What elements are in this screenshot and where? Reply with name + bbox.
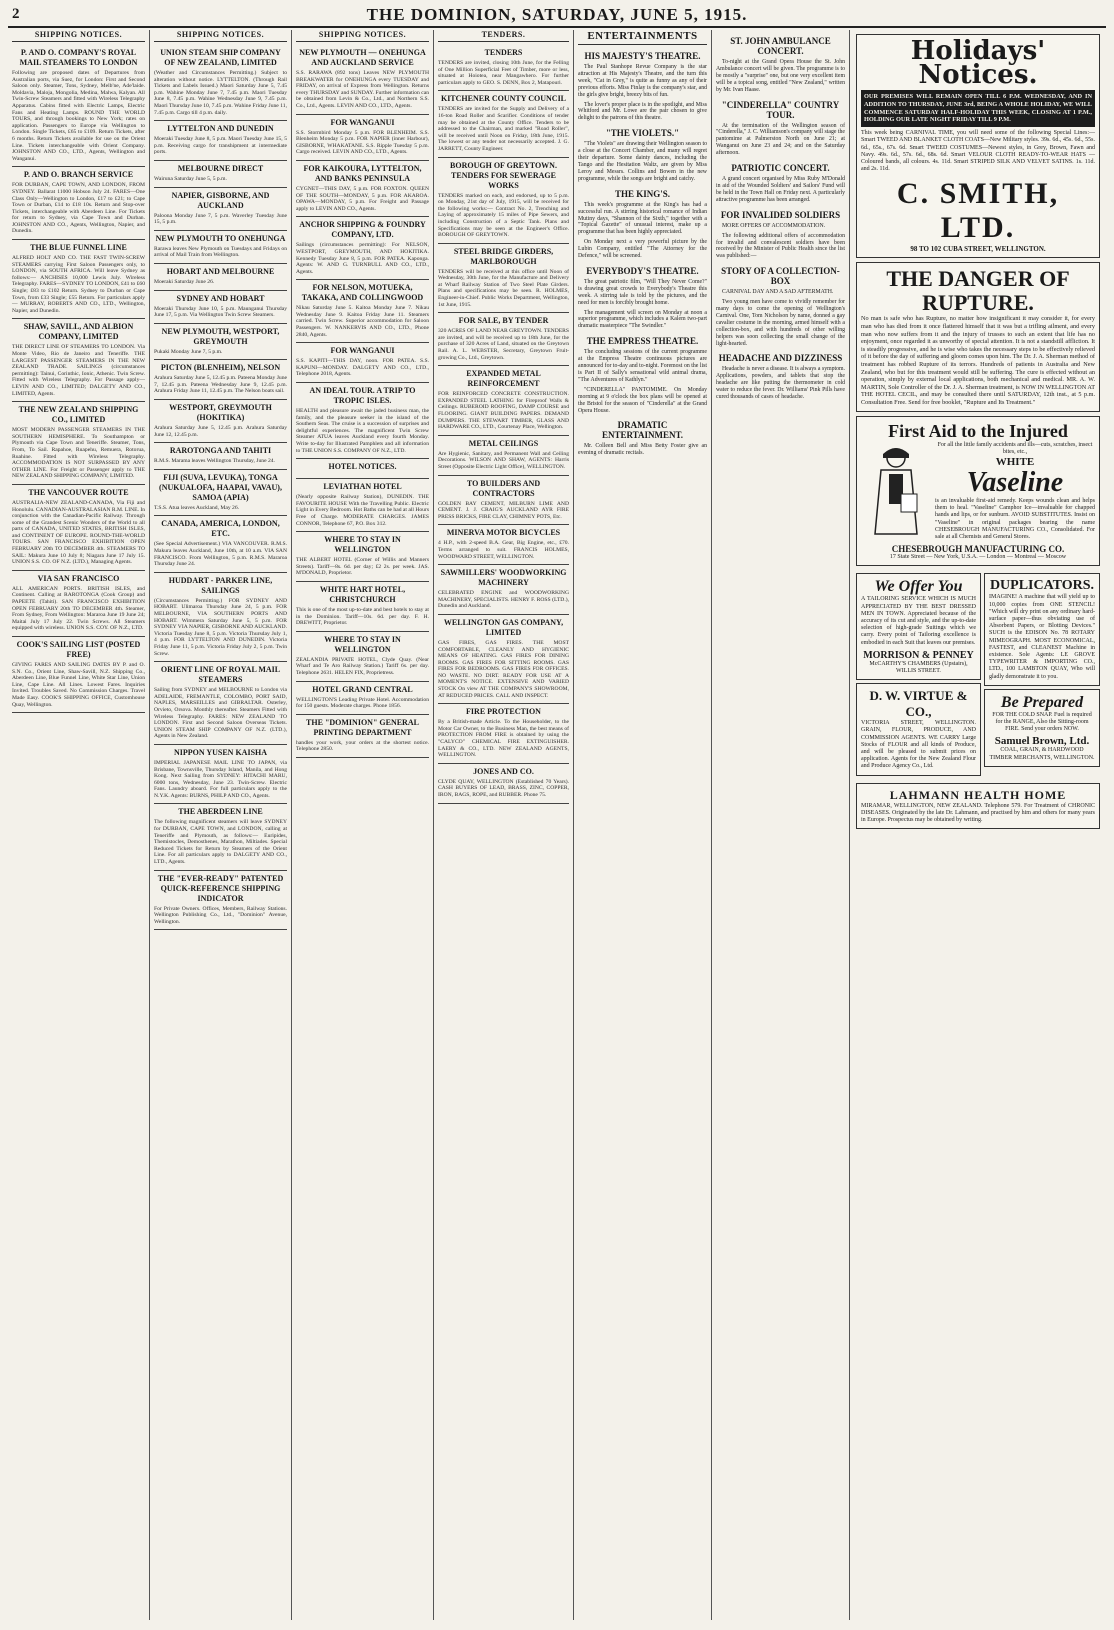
ad-title: AN IDEAL TOUR. A TRIP TO TROPIC ISLES. [309,386,416,406]
paragraph: Mr. Colleen Bell and Miss Betty Foster give an evening of dramatic recitals. [578,443,707,457]
paragraph: MORE OFFERS OF ACCOMMODATION. [722,222,826,229]
classified-ad [154,121,287,161]
ad-body: ALFRED HOLT AND CO. THE FAST TWIN-SCREW STEAMERS carrying First Saloon Passengers only, to LONDON, via SOUTH AFRICA. Will leave Sydney as follows:— ANCHISES 10,000 Lewis July. Wireless Telegraphy. FARES—SYDNEY TO LONDON, £41 to £60 Single; £83 to £102 Return. Sydney to Durban or Cape Town, from £33 Single; £55 Return. For particulars apply— MURRAY, ROBERTS AND CO., LTD., Wellington, Napier, and Dunedin. [12,255,145,314]
holidays-body: This week being CARNIVAL TIME, you will need some of the following Special Lines:— Smart TWEED AND BLANKET CLOTH COATS—New Military styles. 39s. 6d., 45s. 6d., 55s. 6d., 65s., 67s. 6d. Smart TWEED COSTUMES—Newest styles, in Grey, Brown, Fawn and Navy. 49s. 6d., 57s. 6d., 68s. 6d. Smart VELOUR CLOTH READY-TO-WEAR HATS — Coloured bands, all colours. 4s. 11d. Smart STRIPED SILK AND VELVET SATINS. 1s. 11d. and 2s. 11d. [861,130,1095,173]
column-tenders [434,30,574,1620]
section-title: THE KING'S. [614,188,670,199]
ad-title: FIJI (SUVA, LEVUKA), TONGA (NUKUALOFA, HAAPAI, VAVAU), SAMOA (APIA) [159,472,282,502]
ad-body: (Nearly opposite Railway Station), DUNEDIN. THE FAVOURITE HOUSE With the Travelling Public. Electric Light in Every Bedroom. Hot Baths can be had at all Hours Free of Charge. MODERATE CHARGES. JAMES CONNOR, Telephone 67, P.O. Box 312. [296,494,429,527]
lahmann-body: MIRAMAR, WELLINGTON, NEW ZEALAND. Telephone 579. For Treatment of CHRONIC DISEASES. Originated by the late Dr. Lahmann, and practised by him and others for many years in Europe. Prospectus may be obtained by writing. [861,802,1095,824]
section-title: DRAMATIC ENTERTAINMENT. [601,420,684,441]
classified-ad [296,582,429,632]
paragraph: "The Violets" are drawing their Wellington season to a close at the Concert Chamber, and many will regret their departure. Some dainty dances, including the Tango and the Hesitation Waltz, are given by Miss Leroy and Messrs. Collins and Bowen in the new programme, while the songs are bright and catchy. [578,141,707,182]
tailoring-ad [856,573,981,680]
ad-body: S.S. RARAWA (892 tons) Leaves NEW PLYMOUTH BREAKWATER for ONEHUNGA every TUESDAY and FRIDAY, on arrival of Express from Wellington. Returns every THURSDAY and SUNDAY. Further information can be obtained from Levin & Co., Ltd., and Northern S.S. Co., Ltd., Agents. LEVIN AND CO., LTD., Agents. [296,70,429,109]
ad-body: CYGNET—THIS DAY, 5 p.m. FOR FOXTON. QUEEN OF THE SOUTH—MONDAY, 5 p.m. FOR AKAROA. OPAWA—MONDAY, 5 p.m. For Freight and Passage apply to LEVIN AND CO., Agents. [296,185,429,212]
news-section [716,163,845,204]
classified-ad [438,158,569,244]
holidays-notice-ad [856,34,1100,258]
ad-title: ORIENT LINE OF ROYAL MAIL STEAMERS [160,665,281,685]
ad-body: T.S.S. Atua leaves Auckland, May 26. [154,504,240,511]
ad-title: NEW PLYMOUTH, WESTPORT, GREYMOUTH [161,326,280,346]
ad-title: TENDERS [484,48,523,57]
classified-ad [438,244,569,314]
ad-title: FOR WANGANUI [330,346,395,356]
ad-body: handles your work, your orders at the shortest notice. Telephone 2850. [296,739,429,753]
classified-ad [154,264,287,291]
ad-body: CLYDE QUAY, WELLINGTON (Established 70 Years). CASH BUYERS OF LEAD, BRASS, ZINC, COPPER, IRON, BAGS, ROPE, and RUBBER. Phone 75. [438,778,569,798]
paragraph: The management will screen on Monday at noon a superior programme, which includes a Kalem two-part dramatic masterpiece "The Swindler." [578,309,707,330]
holidays-title: Holidays' Notices. [910,36,1046,90]
ad-title: FOR SALE, BY TENDER [458,316,549,326]
section-title: THE EMPRESS THEATRE. [586,336,699,347]
section-title: "CINDERELLA" COUNTRY TOUR. [721,99,840,120]
ad-body: TENDERS are invited for the Supply and Delivery of a 16-ton Road Roller and Scarifier. Conditions of tender may be obtained at the County Office. Tenders to be addressed to the Chairman, and marked "Road Roller", will be received until Noon on Friday, 18th June, 1915. The lowest or any tender not necessarily accepted. J. G. JARRETT, County Engineer. [438,106,569,152]
ad-title: PICTON (BLENHEIM), NELSON [160,363,281,373]
ad-body: TENDERS are invited, closing 10th June, for the Felling of One Million Superficial Feet of Timber, more or less, situated at Hoiotea, near Mangawhero. For further particulars apply to GEO. S. DENN, Box 2, Matapouri. [438,60,569,86]
smith-address: 98 TO 102 CUBA STREET, WELLINGTON. [910,245,1046,254]
classified-ad [296,161,429,217]
ad-body: Moeraki Saturday June 26. [154,278,215,285]
ad-title: SAWMILLERS' WOODWORKING MACHINERY [440,568,567,588]
classified-ad [154,804,287,870]
ad-body: Are Hygienic, Sanitary, and Permanent Wall and Ceiling Decorations. WILSON AND SHAW, AGENTS: Harris Street (Opposite Electric Light Office), WELLINGTON. [438,450,569,470]
vaseline-white: WHITE [995,455,1035,468]
samuel-brown-address: COAL, GRAIN, & HARDWOOD TIMBER MERCHANTS, WELLINGTON. [989,747,1095,761]
vaseline-sub: For all the little family accidents and ills—cuts, scratches, insect bites, etc., [937,441,1093,455]
classified-ad [438,91,569,157]
ad-title: HOBART AND MELBOURNE [166,266,275,276]
classified-ad [12,485,145,571]
virtue-body: VICTORIA STREET, WELLINGTON. GRAIN, FLOUR, PRODUCE, AND COMMISSION AGENTS. WE CARRY Large Stocks of FLOUR and all kinds of Produce, and will be pleased to submit prices on application. Agents for the New Zealand Flour and Produce Agency Co., Ltd. [861,720,976,770]
ad-title: NEW PLYMOUTH TO ONEHUNGA [155,233,286,243]
classified-ad [154,443,287,470]
rupture-title: THE DANGER OF RUPTURE. [886,266,1070,316]
paragraph: The great patriotic film, "Will They Never Come?" is drawing great crowds to Everybody's Theatre this week. A stirring tale is told by the pictures, and the need for men is forcibly brought home. [578,278,707,306]
classified-ad [12,402,145,485]
chesebrough-name: CHESEBROUGH MANUFACTURING CO. [891,544,1065,555]
news-section [578,336,707,414]
newspaper-title: THE DOMINION, SATURDAY, JUNE 5, 1915. [366,5,748,24]
classified-ad [154,188,287,231]
rupture-body: No man is safe who has Rupture, no matter how insignificant it may consider it, for every man who has died from it once flattered himself that it was but a trifling ailment, and every man who now suffers from it and the injury of trusses to such an extent that life has no enjoyment, once regarded it as unworthy of special attention. It is not a standstill affliction. It is steadily progressive, and he is wise who takes the necessary steps to be effectively relieved of it before the day of suffering and gloom comes upon him. The Dr. J. A. Sherman method of treatment has robbed Rupture of its terrors. Hundreds of patients in Australia and New Zealand, who but for this treatment would still be suffering. The cure is effected without an operation, simply by external local applications, both mechanical and medical. MR. A. W. MARTIN, Sole Controller of the Dr. J. A. Sherman treatment, is NOW IN WELLINGTON AT THE HOTEL CECIL, and may be consulted there until SATURDAY, 12th inst., at 5 p.m. Consultation Free. Send for free booklet, "Rupture and Its Treatment." [861,315,1095,406]
section-title: PATRIOTIC CONCERT. [731,163,830,174]
classified-ad [12,319,145,402]
ad-body: FOR DURBAN, CAPE TOWN, AND LONDON, FROM SYDNEY. Ballarat 11000 Hobson July 24. FARES—One Class Only—Wellington to London, £17 to £21; to Cape Town or Durban, £14 to £18 10s. Return and Stop-over Tickets, interchangeable with Aberdeen Line. For Tickets for return to Sydney, via Cape Town and Durban. JOHNSTON AND CO., Agents, Wellington, Napier, and Dunedin. [12,182,145,235]
ad-title: HUDDART - PARKER LINE, SAILINGS [168,575,273,595]
ad-title: THE BLUE FUNNEL LINE [30,243,127,253]
page-number: 2 [12,6,20,22]
column-shipping-2 [150,30,292,1620]
ad-body: GAS FIRES, GAS FIRES. THE MOST COMFORTABLE, CLEANLY AND HYGIENIC MEANS OF HEATING. GAS FIRES FOR DINING ROOMS. GAS FIRES FOR SITTING ROOMS. GAS FIRES FOR BEDROOMS. GAS FIRES FOR OFFICES. NO WASTE. NO DIRT. READY FOR USE AT A MOMENT'S NOTICE. EXTENSIVE AND VARIED STOCK On view AT THE COMPANY'S SHOWROOM, AT REDUCED PRICES. CALL AND INSPECT. [438,639,569,699]
classified-ad [154,324,287,361]
vaseline-body: is an invaluable first-aid remedy. Keeps wounds clean and helps them to heal. "Vaseline" Camphor Ice—invaluable for chapped hands and lips, or for sunburn. AVOID SUBSTITUTES. Insist on "Vaseline" in original packages bearing the name CHESEBROUGH MANUFACTURING CO., Consolidated. For sale at all Chemists and General Stores. [935,497,1095,540]
section-title: FOR INVALIDED SOLDIERS [720,209,841,220]
ad-title: SYDNEY AND HOBART [176,293,265,303]
classified-ad [12,571,145,637]
ad-body: Rarawa leaves New Plymouth on Tuesdays and Fridays on arrival of Mail Train from Wellington. [154,245,287,259]
ad-title: KITCHENER COUNTY COUNCIL [440,94,567,104]
virtue-ad [856,683,981,775]
classified-ad [154,745,287,805]
section-title: EVERYBODY'S THEATRE. [586,265,699,276]
classified-ad [438,565,569,615]
paragraph: On Monday next a very powerful picture by the Lubin Company, entitled "The Attorney for the Defence," will be screened. [578,239,707,260]
ad-title: MELBOURNE DIRECT [177,163,264,173]
column-heading: ENTERTAINMENTS [578,30,707,45]
classified-ad [154,400,287,443]
left-ad-stack [856,570,981,778]
ad-title: CANADA, AMERICA, LONDON, ETC. [161,519,280,539]
right-ad-stack [984,570,1100,778]
news-section [716,36,845,94]
classified-ad [154,573,287,662]
ad-body: WELLINGTON'S Leading Private Hotel. Accommodation for 150 guests. Moderate charges. Phone 1856. [296,696,429,710]
vaseline-headline: First Aid to the Injured [888,420,1068,441]
ad-body: Paloona Monday June 7, 5 p.m. Waverley Tuesday June 15, 5 p.m. [154,212,287,226]
classified-ad [154,161,287,188]
ad-body: TENDERS will be received at this office until Noon of Wednesday, 30th June, for the Manufacture and Delivery at Wharf Railway Station of Two Steel Plate Girders. Plans and specifications may be seen. R. HOLMES, Engineer-in-Chief. Public Works Department, Wellington, 1st June, 1915. [438,268,569,308]
ad-body: S.S. KAPITI—THIS DAY, noon. FOR PATEA. S.S. KAPUNI—MONDAY. DALGETY AND CO., LTD., Telephone 2018, Agents. [296,358,429,378]
ad-body: 320 ACRES OF LAND NEAR GREYTOWN. TENDERS are invited, and will be received up to 18th June, for the purchase of 320 Acres of Land, situated on the Greytown Rail. A. L. WEBSTER, Secretary, Greytown Fruit-growing Co., Ltd., Greytown. [438,328,569,361]
classified-ad [438,764,569,804]
paragraph: This week's programme at the King's has had a successful run. A stirring historical romance of Indian Mutiny days, "Shannon of the Sixth," together with a "Topical Gazette" of unusual interest, make up a programme that has been highly appreciated. [578,201,707,236]
ad-body: THE ALBERT HOTEL (Corner of Willis and Manners Streets). Tariff—8s. 6d. per day; £2 2s. per week. JAS. M'DONALD, Proprietor. [296,557,429,577]
classified-ad [296,383,429,459]
classified-ad [154,231,287,264]
column-heading: TENDERS. [438,30,569,42]
classified-ad [12,240,145,319]
paragraph: Headache is never a disease. It is always a symptom. Applications, powders, and tablets that stop the headache are like putting the thermometer in cold water to reduce the fever. Dr. Williams' Pink Pills have cured thousands of cases of headache. [716,366,845,401]
classified-ad [154,291,287,324]
ad-body: Moeraki Tuesday June 8, 5 p.m. Maori Tuesday June 15, 5 p.m. Receiving cargo for transhipment at intermediate ports. [154,136,287,156]
news-section [578,51,707,122]
ad-title: NIPPON YUSEN KAISHA [173,747,268,757]
news-section [716,210,845,261]
vaseline-ad [856,416,1100,567]
news-section [578,266,707,330]
column-heading: SHIPPING NOTICES. [154,30,287,42]
classified-ad [296,115,429,161]
section-title: HEADACHE AND DIZZINESS [718,353,843,364]
ad-body: Arahura Saturday June 5, 12.45 p.m. Pateena Monday June 7, 12.45 p.m. Pateena Wednesday June 9, 12.45 p.m. Arahura Friday June 11, 12.45 p.m. The Nelson boats sail. [154,375,287,395]
ad-body: This is one of the most up-to-date and best hotels to stay at in the Dominion. Tariff—10s. 6d. per day. F. H. DREWITT, Proprietor. [296,606,429,627]
classified-ad [296,532,429,582]
ad-body: Nikau Saturday June 5. Kaitoa Monday June 7. Nikau Wednesday June 9. Kaitoa Friday June 11. Steamers carried. Twin Screw. Superior accommodation for Saloon Passengers. W. NANKERVIS AND CO., LTD., Phone 2840, Agents. [296,305,429,338]
ad-title: P. AND O. COMPANY'S ROYAL MAIL STEAMERS TO LONDON [19,48,138,67]
classified-ad [438,476,569,526]
ad-title: UNION STEAM SHIP COMPANY OF NEW ZEALAND, LIMITED [160,48,281,67]
classified-ad [438,313,569,366]
nurse-illustration-icon [861,444,931,536]
ad-body: (See Special Advertisement.) VIA VANCOUVER. R.M.S. Makura leaves Auckland, June 10th, at 10 a.m. VIA SAN FRANCISCO. From Wellington, 5 p.m. R.M.S. Mararoa Thursday June 24. [154,541,287,568]
ad-title: LYTTELTON AND DUNEDIN [167,124,274,134]
column-shipping-1 [8,30,150,1620]
ad-body: Arahura Saturday June 5, 12.45 p.m. Arahura Saturday June 12, 12.45 p.m. [154,425,287,438]
classified-ad [438,704,569,764]
ad-body: IMPERIAL JAPANESE MAIL LINE TO JAPAN, via Brisbane, Townsville, Thursday Island, Manila, and Hong Kong. Next Sailing from SYDNEY: HITACHI MARU, 6000 tons, Wednesday, June 23. Twin-Screw. Electric Fans. Laundry aboard. For full particulars apply to the N.Y.K. Agents: BURNS, PHILP AND CO., Agents. [154,759,287,799]
morrison-penney-name: MORRISON & PENNEY [863,649,974,661]
smith-firm-name: C. SMITH, LTD. [896,177,1060,245]
ad-title: METAL CEILINGS [468,438,539,448]
paragraph: Two young men have come to vividly remember for many days to come the opening of Wellington's Carnival. One, Tom Nicholson by name, donned a gay cavalier costume in the morning, armed himself with a collection-box, and with hundreds of other willing helpers was soon collecting the small change of the light-hearted. [716,299,845,347]
classified-ad [12,45,145,167]
ad-title: MINERVA MOTOR BICYCLES [446,528,561,538]
ad-title: FIRE PROTECTION [466,707,541,717]
prepared-title: Be Prepared [1000,693,1084,711]
ad-body: Pukaki Monday June 7, 5 p.m. [154,348,223,355]
classified-ad [438,366,569,436]
classified-ad [12,167,145,240]
samuel-brown-ad [984,689,1100,767]
ad-body: MOST MODERN PASSENGER STEAMERS IN THE SOUTHERN HEMISPHERE. To Southampton or Plymouth via Cape Town and Teneriffe. Steamer, Tons, From, To Sail. Rapahoe, Ruapehu, Remuera, Rotorua, Ruahine. Fitted with Wireless Telegraphy. ACCOMMODATION IS NOT SURPASSED BY ANY OTHER LINE. For Freight or Passenger apply to THE NEW ZEALAND SHIPPING COMPANY, LIMITED. [12,427,145,480]
ad-body: S.S. Stormbird Monday 5 p.m. FOR BLENHEIM. S.S. Blenheim Monday 5 p.m. FOR NAPIER (inner Harbour), GISBORNE, WHAKATANE. S.S. Ripple Tuesday 5 p.m. Cargo received. LEVIN AND CO., LTD., Agents. [296,129,429,156]
ad-title: TO BUILDERS AND CONTRACTORS [466,478,541,498]
ad-title: WHERE TO STAY IN WELLINGTON [324,535,401,555]
ad-title: ANCHOR SHIPPING & FOUNDRY COMPANY, LTD. [299,220,426,240]
classified-ad [296,217,429,280]
ad-body: Following are proposed dates of Departures from Australian ports, via Suez, for London: First and Second Saloon only. Steamer, Tons, Sydney, Melb'ne, Ade'laide. Moldavia, Maloja, Mongolia, Medina, Malwa, Kalyan. All Twin-Screw Steamers and fitted with Wireless Telegraphy Apparatus. Cabins fitted with Electric Lamps, Electric Fans and Heating Lamps. ROUND THE WORLD TOURS, and through bookings to New York; rates on application. Passengers to Europe via Wellington to London. Single Tickets, £65 to £109. Return Tickets, after 6 months. Return Tickets available for use on the Orient Line. Tickets interchangeable with Orient Company. JOHNSTON AND CO., LTD., Agents, Wellington and Wanganui. [12,70,145,162]
ad-title: STEEL BRIDGE GIRDERS, MARLBOROUGH [453,246,554,266]
section-title: HIS MAJESTY'S THEATRE. [584,51,701,61]
classified-ad [438,525,569,565]
ad-body: Sailing from SYDNEY and MELBOURNE to London via ADELAIDE, FREMANTLE, COLOMBO, PORT SAID, NAPLES, MARSEILLES and GIBRALTAR. Osterley, Orvieto, Orsova. Monthly thereafter. Steamers Fitted with Wireless Telegraphy. FARES: NEW ZEALAND TO LONDON. First and Second Saloon Overseas Tickets. UNION STEAM SHIP COMPANY OF N.Z. (LTD.), Agents in New Zealand. [154,687,287,740]
column-heading: SHIPPING NOTICES. [12,30,145,42]
classified-ad [296,45,429,115]
ad-title: P. AND O. BRANCH SERVICE [23,170,134,180]
ad-body: HEALTH and pleasure await the jaded business man, the family, and the pleasure seeker in the island of the Southern Seas. The cruise is a succession of surprises and delightful experiences. The magnificent Twin Screw Steamer ATUA leaves Auckland every fourth Monday. Write to-day for Illustrated Pamphlets and all information to THE UNION S.S. COMPANY OF N.Z., LTD. [296,408,429,454]
column-entertainments [574,30,712,1620]
ad-body: Sailings (circumstances permitting): For NELSON, WESTPORT, GREYMOUTH, AND HOKITIKA. Kennedy Tuesday June 8, 5 p.m. FOR PATEA. Kaponga. Agents: W. AND G. TURNBULL AND CO., LTD., Agents. [296,242,429,275]
classified-ad [154,871,287,931]
duplicators-body: IMAGINE! A machine that will yield up to 10,000 copies from ONE STENCIL! "Which will dry print on any ordinary hard-surface paper—thus obviating use of Absorbent Papers, or Blotting Devices." SUCH is the EDISON No. 78 ROTARY MIMEOGRAPH. MOST ECONOMICAL, FASTEST, and CLEANEST Machine in existence. Sole Agents: LE GROVE TYPEWRITER & IMPORTING CO., LTD., 100 LAMBTON QUAY, Who will gladly demonstrate it to you. [989,594,1095,680]
ad-body: CELEBRATED ENGINE and WOODWORKING MACHINERY, SPECIALISTS. HENRY F. ROSS (LTD.), Dunedin and Auckland. [438,590,569,610]
ad-body: 4 H.P., with 2-speed B.A. Gear, Big Engine, etc., £70. Terms arranged to suit. FRANCIS HOLMES, WOODWARD STREET, WELLINGTON. [438,540,569,560]
ad-body: (Circumstances Permitting.) FOR SYDNEY AND HOBART. Ulimaroa Thursday June 24, 5 p.m. FOR MELBOURNE, VIA SOUTHERN PORTS AND HOBART. Wimmera Saturday June 5, 5 p.m. FOR SYDNEY VIA NAPIER, GISBORNE AND AUCKLAND. Victoria Tuesday June 8, 5 p.m. Victoria Thursday July 1, 4 p.m. FOR LYTTELTON AND DUNEDIN. Victoria Friday June 11, 5 p.m. Victoria Friday July 2, 5 p.m. Twin Screw. [154,597,287,657]
classified-ad [12,637,145,713]
news-section [716,266,845,347]
ad-title: SHAW, SAVILL, AND ALBION COMPANY, LIMITED [23,322,134,342]
news-section [578,420,707,457]
classified-ad [296,459,429,479]
ad-title: WELLINGTON GAS COMPANY, LIMITED [443,617,564,637]
news-section [716,100,845,158]
ad-title: THE "DOMINION" GENERAL PRINTING DEPARTMENT [306,717,419,737]
masthead [8,4,1106,28]
ad-title: WESTPORT, GREYMOUTH (HOKITIKA) [169,403,272,423]
ad-body: The following magnificent steamers will leave SYDNEY for DURBAN, CAPE TOWN, and LONDON, calling at Teneriffe and Plymouth, as follows:— Euripides, Themistocles, Demosthenes, Marathon, Miltiades. Special Reduced Tickets for Return by Steamers of the Orient Line. For all particulars apply to DALGETY AND CO., LTD., Agents. [154,819,287,866]
paragraph: To-night at the Grand Opera House the St. John Ambulance concert will be given. The programme is to be mostly a "surprise" one, but one very excellent item will be a topical song, entitled "New Zealand," written by Mr. Ivan Haase. [716,59,845,93]
ad-body: AUSTRALIA-NEW ZEALAND-CANADA, Via Fiji and Honolulu. CANADIAN-AUSTRALASIAN R.M. LINE. In conjunction with the Canadian-Pacific Railway. Through some of the Grandest Scenic Wonders of the World to all parts of CANADA, UNITED STATES, BRITISH ISLES, and CONTINENT OF EUROPE. ROUND-THE-WORLD TOURS. SAN FRANCISCO EXHIBITION OPEN FEBRUARY 20th TO DECEMBER 4th. STEAMERS TO SAIL: Makura June 10 July 8; Niagara June 17 July 15. UNION S.S. CO. OF N.Z. (LTD.), Managing Agents. [12,499,146,566]
paragraph: At the termination of the Wellington season of "Cinderella," J. C. Williamson's company will stage the pantomime at Palmerston North on June 21; at Wanganui on June 23 and 24; and on the Saturday afternoon. [716,122,845,157]
duplicators-ad [984,573,1100,685]
ad-title: THE NEW ZEALAND SHIPPING CO., LIMITED [18,405,139,425]
classified-ad [438,45,569,91]
classified-ad [154,516,287,572]
classified-ad [154,470,287,517]
section-title: ST. JOHN AMBULANCE CONCERT. [730,36,831,56]
ad-body: ZEALANDIA PRIVATE HOTEL, Clyde Quay. (Near Wharf and Te Aro Railway Station.) Tariff 6s. per day. Telephone 2631. HELEN FIX, Proprietress. [296,656,429,676]
section-title: STORY OF A COLLECTION-BOX [721,266,840,287]
ad-title: HOTEL GRAND CENTRAL [312,684,413,694]
paragraph: CARNIVAL DAY AND A SAD AFTERMATH. [722,289,834,296]
classified-ad [438,615,569,704]
ad-body: GIVING FARES AND SAILING DATES BY P. and O. S.N. Co., Orient Line, Shaw-Savill, N.Z. Shipping Co., Aberdeen Line, Blue Funnel Line, White Star Line, Union Line, Cape Line. All Lines. Lowest Fares. Inquiries Invited. Troubles Saved. No Commission Charges. Travel Made Easy. COOK'S SHIPPING OFFICE, Customhouse Quay, Wellington. [12,662,145,708]
classified-ad [154,662,287,745]
ad-title: NAPIER, GISBORNE, AND AUCKLAND [171,190,270,210]
ad-title: NEW PLYMOUTH — ONEHUNGA AND AUCKLAND SERVICE [299,48,426,67]
ad-body: GOLDEN BAY CEMENT, MILBURN LIME AND CEMENT. J. J. CRAIG'S AUCKLAND AYR FIRE PRESS BRICKS, FIRE CLAY, CHIMNEY POTS, Etc. [438,500,569,520]
ad-title: FOR NELSON, MOTUEKA, TAKAKA, AND COLLINGWOOD [301,283,424,303]
paragraph: The concluding sessions of the current programme at the Empress Theatre continuous pictures are announced for to-day and to-night. Foremost on the list is Part II of Sally's sensational wild animal drama, "The Adventures of Kathlyn." [578,349,707,383]
news-section [716,353,845,401]
samuel-brown-name: Samuel Brown, Ltd. [994,735,1090,748]
paragraph: The lover's proper place is in the spotlight, and Miss Whitford and Mr. Lowe are the pair chosen to give delight to the patrons of this theatre. [578,101,707,122]
ad-body: R.M.S. Marama leaves Wellington Thursday, June 24. [154,458,275,465]
classified-ad [296,479,429,532]
lahmann-ad [856,783,1100,830]
ad-title: FOR WANGANUI [330,117,395,127]
ad-title: WHITE HART HOTEL, CHRISTCHURCH [319,584,406,604]
paragraph: A grand concert organised by Miss Ruby M'Donald in aid of the Wounded Soldiers' and Sailors' Fund will be held in the Town Hall on Friday next. A particularly attractive programme has been arranged. [716,176,845,203]
duplicators-title: DUPLICATORS. [989,578,1095,594]
ad-body: TENDERS marked on each, and endorsed, up to 5 p.m. on Monday, 21st day of July, 1915, will be received for the following works:— Contract No. 2, Trenching and Laying of approximately 15 miles of Pipe Sewers, and including Construction of a Septic Tank. Plans and Specifications may be seen at the Engineer's Office. BOROUGH OF GREYTOWN. [438,192,569,239]
classified-ad [296,280,429,343]
ad-title: THE "EVER-READY" PATENTED QUICK-REFERENCE SHIPPING INDICATOR [157,873,284,903]
lahmann-title: LAHMANN HEALTH HOME [889,787,1067,802]
news-section [578,189,707,260]
ad-body: THE DIRECT LINE OF STEAMERS TO LONDON. Via Monte Video, Rio de Janeiro and Teneriffe. THE LARGEST PASSENGER STEAMERS IN THE NEW ZEALAND TRADE. SAILINGS (circumstances permitting): Tainui, Corinthic, Ionic, Athenic. Twin Screw. Fitted with Wireless Telegraphy. For Passage apply— LEVIN AND CO., LIMITED; DALGETY AND CO., LIMITED, Agents. [12,344,145,397]
prepared-body: FOR THE COLD SNAP. Fuel is required for the RANGE, Also the Sitting-room FIRE. Send your orders NOW. [992,711,1092,733]
classified-ad [296,682,429,715]
ad-body: (Weather and Circumstances Permitting.) Subject to alteration without notice. LYTTELTON. (Through Rail Tickets and Labels Issued.) Maori Saturday June 5, 7.45 p.m. Wahine Monday June 7, 7.45 p.m. Maori Tuesday June 8, 7.45 p.m. Wahine Wednesday June 9, 7.45 p.m. Maori Thursday June 10, 7.45 p.m. Wahine Friday June 11, 7.45 p.m. Cargo till 4 p.m. daily. [154,70,287,116]
ad-title: THE VANCOUVER ROUTE [28,487,129,497]
classified-ad [438,436,569,476]
ad-title: WHERE TO STAY IN WELLINGTON [324,634,401,654]
ad-body: FOR REINFORCED CONCRETE CONSTRUCTION. EXPANDED STEEL LATHING for Fireproof Walls & Ceilings. RUBEROID ROOFING, DAMP COURSE and FLOORING. GIANT BUILDING PAPERS. DEMAND DUMPERS. THE STEWART TIMBER, GLASS AND HARDWARE CO., LTD., Courtenay Place, Wellington. [438,391,569,431]
ad-title: RAROTONGA AND TAHITI [169,446,272,456]
classified-ad [296,343,429,383]
news-section [578,128,707,182]
column-display-ads [850,30,1106,1620]
vaseline-brand: Vaseline [966,466,1064,498]
virtue-firm: D. W. VIRTUE & CO., [869,688,968,720]
ad-title: THE ABERDEEN LINE [178,807,263,817]
classified-ad [154,45,287,121]
ad-body: For Private Owners. Offices, Members, Railway Stations. Wellington Publishing Co., Ltd., "Dominion" Avenue, Wellington. [154,905,287,925]
ad-title: JONES AND CO. [473,766,534,776]
column-shipping-3 [292,30,434,1620]
offer-body: A TAILORING SERVICE WHICH IS MUCH APPRECIATED BY THE BEST DRESSED MEN IN TOWN. Appreciated because of the accuracy of its cut and style, and the up-to-date selection of high-grade Suitings which we carry. Every point of Tailoring excellence is embodied in each Suit that leaves our premises. [861,596,976,646]
column-news [712,30,850,1620]
offer-title: We Offer You [874,578,963,596]
classified-ad [296,715,429,758]
ad-body: By a British-made Article. To the Householder, to the Motor Car Owner, to the Business Man, the best means of PROTECTION FROM FIRE is obtained by using the "CALYCO" CHEMICAL FIRE EXTINGUISHER. LAERY & CO., LTD. NEW ZEALAND AGENTS, WELLINGTON. [438,719,569,759]
ad-title: BOROUGH OF GREYTOWN. TENDERS FOR SEWERAGE WORKS [450,160,557,190]
ad-title: HOTEL NOTICES. [328,462,397,472]
classified-ad [154,360,287,400]
ad-body: Moeraki Thursday June 10, 5 p.m. Maunganui Thursday June 17, 5 p.m. Via Wellington Twin Screw Steamers. [154,305,287,319]
column-heading: SHIPPING NOTICES. [296,30,429,42]
holidays-notice: OUR PREMISES WILL REMAIN OPEN TILL 6 P.M. WEDNESDAY, AND IN ADDITION TO THURSDAY, JUNE 3rd, BEING A WHOLE HOLIDAY, WE WILL COMMENCE SATURDAY HALF-HOLIDAY THIS WEEK, CLOSING AT 1 P.M., HOLDING OUR LATE NIGHT FRIDAY TILL 9 P.M. [861,90,1095,127]
classified-ad [296,632,429,682]
ad-title: LEVIATHAN HOTEL [323,482,402,492]
morrison-penney-address: McCARTHY'S CHAMBERS (Upstairs), WILLIS STREET. [869,660,968,674]
rupture-ad [856,262,1100,411]
ad-title: FOR KAIKOURA, LYTTELTON, AND BANKS PENINSULA [303,163,422,183]
ad-title: VIA SAN FRANCISCO [37,573,120,583]
paragraph: The Paul Stanhope Revue Company is the star attraction at His Majesty's Theatre, and the turn this week, "Cat in Grey," is quite as funny as any of their previous efforts. Miss Finlay is the company's star, and the girls give bright, breezy bits of fun. [578,64,707,98]
ad-body: ALL AMERICAN PORTS. BRITISH ISLES, and Continent. Calling at RAROTONGA (Cook Group) and PAPEETE (Tahiti). SAN FRANCISCO EXHIBITION OPEN FEBRUARY 20th TO DECEMBER 4th. Steamer, From Sydney, From Wellington: Mararoa June 19 June 24; Maitai July 17 July 22. Twin Screws. All Steamers equipped with wireless. UNION S.S. COY. OF N.Z., LTD. [12,585,145,632]
section-title: "THE VIOLETS." [605,128,680,139]
ad-body: Wairuna Saturday June 5, 5 p.m. [154,175,227,182]
ad-title: EXPANDED METAL REINFORCEMENT [466,369,541,389]
chesebrough-cities: 17 State Street — New York, U.S.A. — London — Montreal — Moscow [889,554,1067,561]
paragraph: "CINDERELLA" PANTOMIME. On Monday morning at 9 o'clock the box plans will be opened at the Bristol for the season of "Cinderella" at the Grand Opera House. [578,386,707,414]
ad-title: COOK'S SAILING LIST (POSTED FREE) [16,640,141,659]
paragraph: The following additional offers of accommodation for invalid and convalescent soldiers have been received by the Minister of Public Health since the list was published:— [716,232,845,260]
